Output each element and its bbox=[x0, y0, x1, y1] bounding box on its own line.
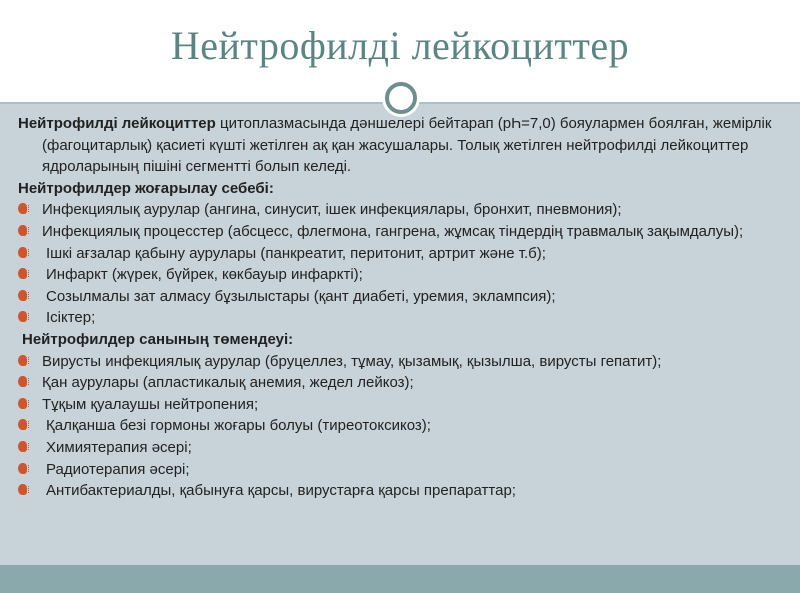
list-item bbox=[18, 480, 788, 502]
speaker-bullet-icon bbox=[18, 375, 32, 389]
list-item-text: Созылмалы зат алмасу бұзылыстары (қант диабеті, уремия, эклампсия); bbox=[46, 287, 556, 305]
speaker-bullet-icon bbox=[18, 354, 32, 368]
intro-paragraph bbox=[18, 113, 788, 178]
list-item-text: Радиотерапия әсері; bbox=[46, 460, 190, 478]
list-item-text: Инфаркт (жүрек, бүйрек, көкбауыр инфаркті); bbox=[46, 266, 363, 284]
speaker-bullet-icon bbox=[18, 267, 32, 281]
list-item-text: Инфекциялық процесстер (абсцесс, флегмона, гангрена, жұмсақ тіндердің травмалық зақымдалуы); bbox=[42, 222, 744, 240]
list-item bbox=[18, 351, 788, 373]
list-item bbox=[18, 307, 788, 329]
list-item-text: Тұқым қуалаушы нейтропения; bbox=[42, 395, 259, 413]
list-item-text: Ішкі ағзалар қабыну аурулары (панкреатит, перитонит, артрит және т.б); bbox=[46, 244, 546, 262]
increase-heading: Нейтрофилдер жоғарылау себебі: bbox=[18, 179, 274, 197]
decrease-heading: Нейтрофилдер санының төмендеуі: bbox=[22, 330, 294, 348]
increase-list bbox=[18, 199, 788, 329]
slide-body bbox=[18, 113, 788, 502]
list-item bbox=[18, 286, 788, 308]
intro-text: цитоплазмасында дәншелері бейтарап (pҺ=7,0) бояулармен боялған, жемірлік (фагоцитарлық) қасиеті күшті жетілген ақ қан жасушалары. Толық жетілген нейтрофилді лейкоциттер ядроларының пішіні сегментті болып келеді. bbox=[42, 115, 772, 176]
list-item bbox=[18, 264, 788, 286]
speaker-bullet-icon bbox=[18, 224, 32, 238]
list-item bbox=[18, 221, 788, 243]
list-item bbox=[18, 199, 788, 221]
speaker-bullet-icon bbox=[18, 246, 32, 260]
list-item bbox=[18, 394, 788, 416]
list-item-text: Химиятерапия әсері; bbox=[46, 438, 192, 456]
list-item bbox=[18, 415, 788, 437]
slide-title: Нейтрофилді лейкоциттер bbox=[170, 23, 630, 68]
list-item-text: Антибактериалды, қабынуға қарсы, вирустарға қарсы препараттар; bbox=[46, 482, 516, 500]
list-item bbox=[18, 437, 788, 459]
speaker-bullet-icon bbox=[18, 397, 32, 411]
decrease-list bbox=[18, 351, 788, 502]
list-item-text: Инфекциялық аурулар (ангина, синусит, ішек инфекциялары, бронхит, пневмония); bbox=[42, 201, 622, 219]
list-item-text: Вирусты инфекциялық аурулар (бруцеллез, тұмау, қызамық, қызылша, вирусты гепатит); bbox=[42, 352, 662, 370]
speaker-bullet-icon bbox=[18, 440, 32, 454]
speaker-bullet-icon bbox=[18, 310, 32, 324]
list-item bbox=[18, 372, 788, 394]
ring-icon bbox=[385, 82, 417, 114]
speaker-bullet-icon bbox=[18, 462, 32, 476]
list-item bbox=[18, 243, 788, 265]
list-item-text: Ісіктер; bbox=[46, 309, 96, 327]
list-item-text: Қан аурулары (апластикалық анемия, жедел лейкоз); bbox=[42, 374, 414, 392]
list-item bbox=[18, 459, 788, 481]
list-item-text: Қалқанша безі гормоны жоғары болуы (тиреотоксикоз); bbox=[46, 417, 431, 435]
speaker-bullet-icon bbox=[18, 289, 32, 303]
intro-bold: Нейтрофилді лейкоциттер bbox=[18, 115, 216, 132]
slide-footer bbox=[0, 565, 800, 593]
speaker-bullet-icon bbox=[18, 202, 32, 216]
speaker-bullet-icon bbox=[18, 483, 32, 497]
speaker-bullet-icon bbox=[18, 418, 32, 432]
